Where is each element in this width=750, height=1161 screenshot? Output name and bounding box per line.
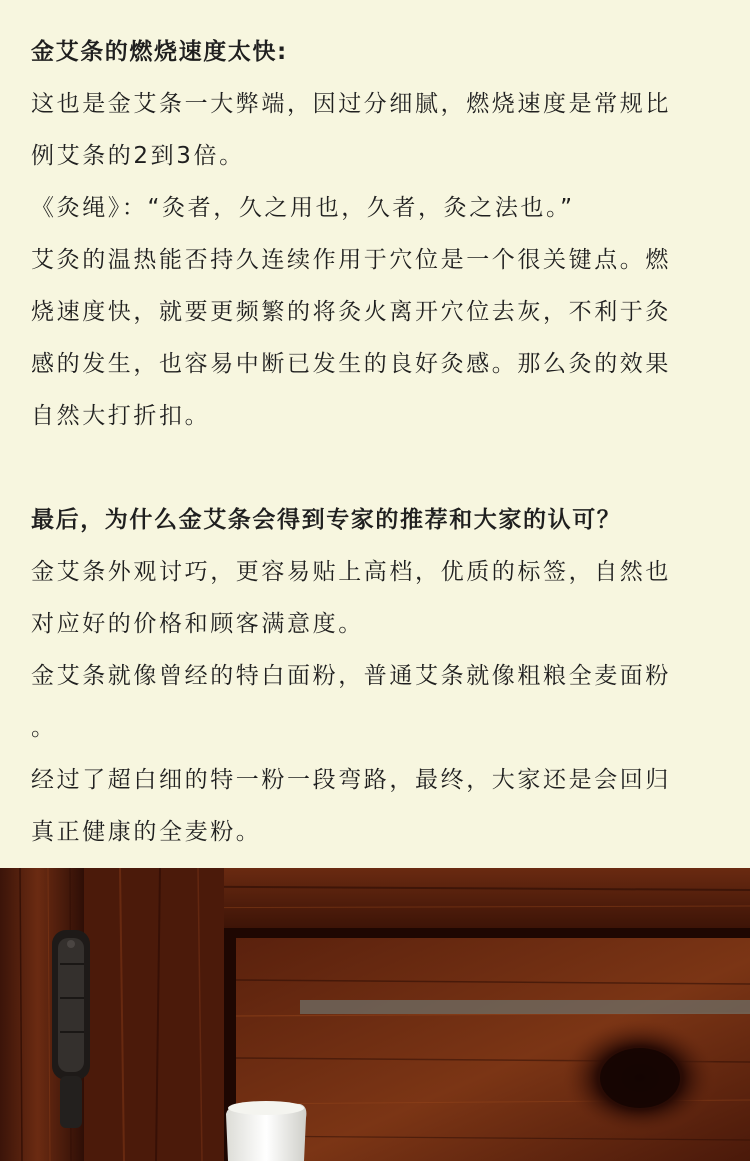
paragraph-line: 感的发生，也容易中断已发生的良好灸感。那么灸的效果 <box>31 351 671 377</box>
paragraph-line: 艾灸的温热能否持久连续作用于穴位是一个很关键点。燃 <box>31 247 671 273</box>
paragraph-line: 。 <box>31 715 57 741</box>
section-heading-recommendation: 最后，为什么金艾条会得到专家的推荐和大家的认可？ <box>31 507 622 533</box>
wooden-cabinet-photo <box>0 868 750 1161</box>
paragraph-line: 经过了超白细的特一粉一段弯路，最终，大家还是会回归 <box>31 767 671 793</box>
paragraph-line: 对应好的价格和顾客满意度。 <box>31 611 364 637</box>
white-cup-icon <box>226 1101 306 1161</box>
paragraph-line: 真正健康的全麦粉。 <box>31 819 262 845</box>
quote-line: 《灸绳》：“灸者，久之用也，久者，灸之法也。” <box>31 195 575 221</box>
paragraph-line: 烧速度快，就要更频繁的将灸火离开穴位去灰，不利于灸 <box>31 299 671 325</box>
section-heading-burning-speed: 金艾条的燃烧速度太快: <box>31 39 288 65</box>
paragraph-line: 这也是金艾条一大弊端，因过分细腻，燃烧速度是常规比 <box>31 91 671 117</box>
paragraph-line: 例艾条的2到3倍。 <box>31 143 245 169</box>
paragraph-line: 金艾条外观讨巧，更容易贴上高档，优质的标签，自然也 <box>31 559 671 585</box>
paragraph-line: 金艾条就像曾经的特白面粉，普通艾条就像粗粮全麦面粉 <box>31 663 671 689</box>
paragraph-line: 自然大打折扣。 <box>31 403 211 429</box>
